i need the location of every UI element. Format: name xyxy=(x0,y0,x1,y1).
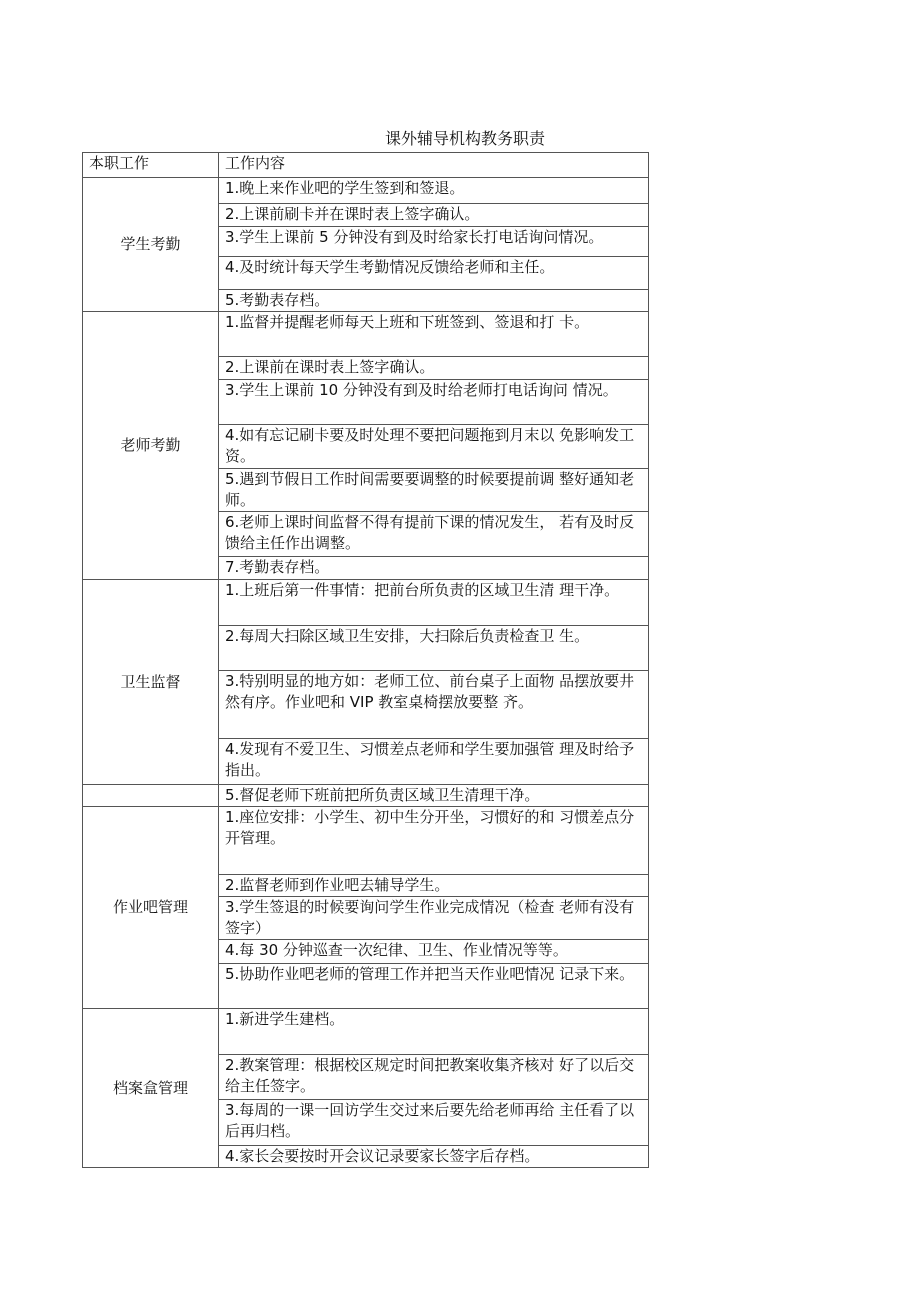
duty-item: 3.每周的一课一回访学生交过来后要先给老师再给 主任看了以后再归档。 xyxy=(219,1100,649,1146)
duty-item: 1.新进学生建档。 xyxy=(219,1009,649,1055)
duty-item: 4.每 30 分钟巡查一次纪律、卫生、作业情况等等。 xyxy=(219,940,649,964)
duty-category: 学生考勤 xyxy=(83,178,219,312)
table-row xyxy=(83,178,649,204)
duty-category xyxy=(83,785,219,807)
duty-item: 3.特别明显的地方如：老师工位、前台桌子上面物 品摆放要井然有序。作业吧和 VIP 教室桌椅摆放要整 齐。 xyxy=(219,671,649,739)
duty-item: 1.晚上来作业吧的学生签到和签退。 xyxy=(219,178,649,204)
document-title: 课外辅导机构教务职责 xyxy=(384,129,545,148)
table-row xyxy=(83,1009,649,1055)
duty-item: 3.学生签退的时候要询问学生作业完成情况（检查 老师有没有签字） xyxy=(219,897,649,940)
duty-item: 1.上班后第一件事情：把前台所负责的区域卫生清 理干净。 xyxy=(219,580,649,626)
duty-category: 卫生监督 xyxy=(83,580,219,785)
duty-item: 2.每周大扫除区域卫生安排，大扫除后负责检查卫 生。 xyxy=(219,626,649,671)
header-duty: 本职工作 xyxy=(83,153,219,178)
duty-item: 2.上课前在课时表上签字确认。 xyxy=(219,357,649,380)
header-row xyxy=(83,153,649,178)
duty-item: 4.如有忘记刷卡要及时处理不要把问题拖到月末以 免影响发工资。 xyxy=(219,425,649,469)
duty-item: 2.监督老师到作业吧去辅导学生。 xyxy=(219,875,649,897)
table-row xyxy=(83,807,649,875)
duty-item: 4.发现有不爱卫生、习惯差点老师和学生要加强管 理及时给予指出。 xyxy=(219,739,649,785)
table-row xyxy=(83,580,649,626)
duty-item: 6.老师上课时间监督不得有提前下课的情况发生， 若有及时反馈给主任作出调整。 xyxy=(219,512,649,557)
table-row xyxy=(83,312,649,357)
duty-category: 档案盒管理 xyxy=(83,1009,219,1168)
duty-item: 2.上课前刷卡并在课时表上签字确认。 xyxy=(219,204,649,227)
duty-item: 4.及时统计每天学生考勤情况反馈给老师和主任。 xyxy=(219,257,649,290)
duty-category: 作业吧管理 xyxy=(83,807,219,1009)
duty-item: 3.学生上课前 5 分钟没有到及时给家长打电话询问情况。 xyxy=(219,227,649,257)
duty-item: 1.监督并提醒老师每天上班和下班签到、签退和打 卡。 xyxy=(219,312,649,357)
duty-item: 5.遇到节假日工作时间需要要调整的时候要提前调 整好通知老师。 xyxy=(219,469,649,512)
duty-item: 5.督促老师下班前把所负责区域卫生清理干净。 xyxy=(219,785,649,807)
duty-item: 5.协助作业吧老师的管理工作并把当天作业吧情况 记录下来。 xyxy=(219,964,649,1009)
duty-item: 2.教案管理：根据校区规定时间把教案收集齐核对 好了以后交给主任签字。 xyxy=(219,1055,649,1100)
duty-table xyxy=(82,152,649,1168)
duty-item: 1.座位安排：小学生、初中生分开坐，习惯好的和 习惯差点分开管理。 xyxy=(219,807,649,875)
duty-item: 4.家长会要按时开会议记录要家长签字后存档。 xyxy=(219,1146,649,1168)
duty-item: 7.考勤表存档。 xyxy=(219,557,649,580)
duty-category: 老师考勤 xyxy=(83,312,219,580)
duty-item: 3.学生上课前 10 分钟没有到及时给老师打电话询问 情况。 xyxy=(219,380,649,425)
header-content: 工作内容 xyxy=(219,153,649,178)
table-row xyxy=(83,785,649,807)
duty-item: 5.考勤表存档。 xyxy=(219,290,649,312)
